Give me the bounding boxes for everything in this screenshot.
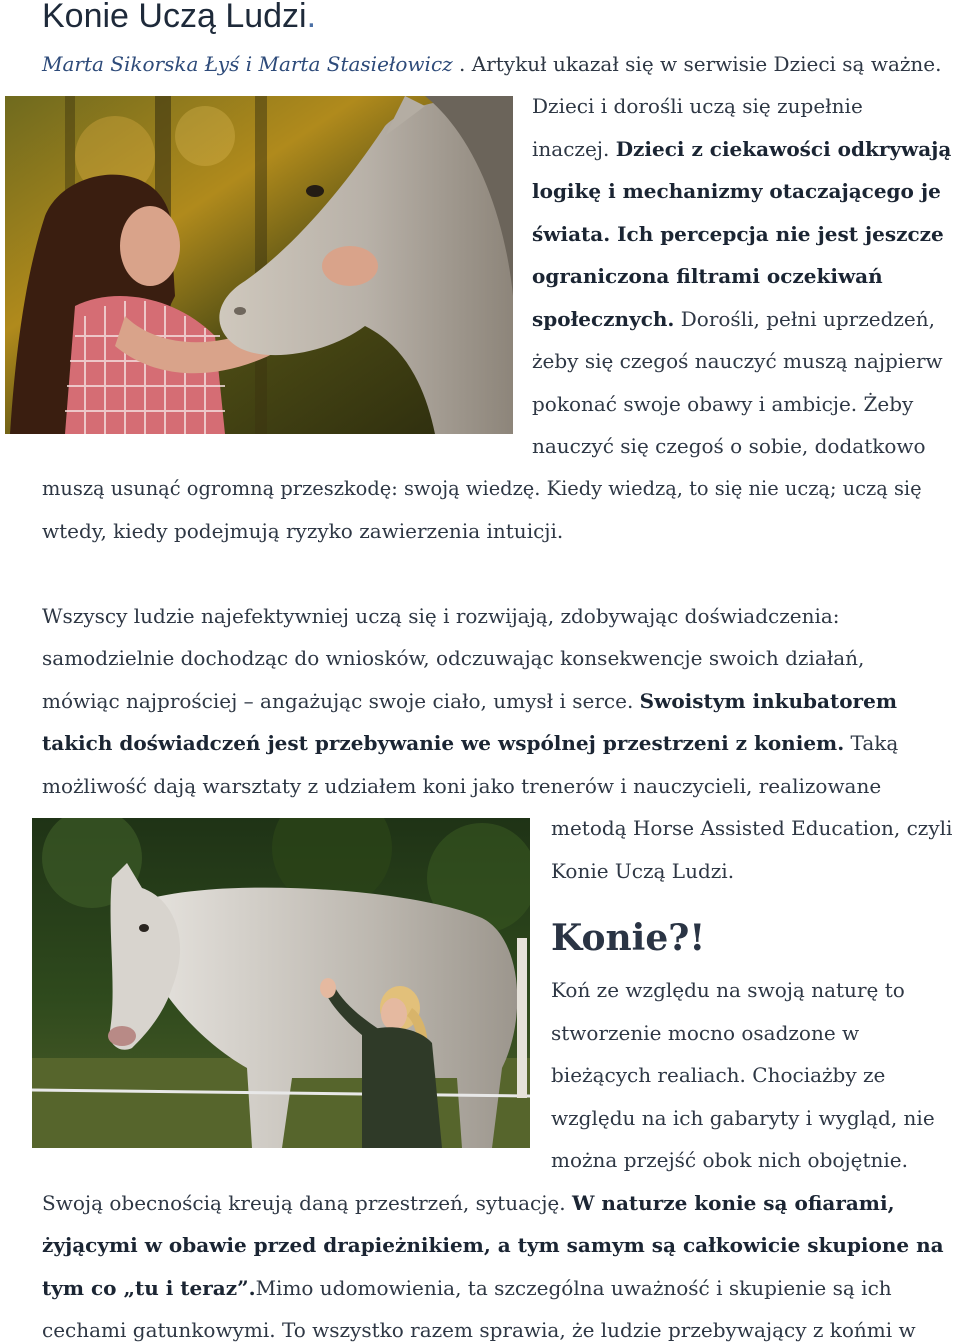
s-line-6a: Swoją obecnością kreują daną przestrzeń, sytuację. (42, 1191, 572, 1215)
p1-line-5 (532, 264, 883, 288)
s-line-6 (42, 1191, 895, 1215)
p1-line-4 (532, 222, 944, 246)
p2-line-7: Konie Uczą Ludzi. (551, 859, 735, 883)
s-line-3: bieżących realiach. Chociażby ze (551, 1063, 886, 1087)
p2-line-4a: takich doświadczeń jest przebywanie we wspólnej przestrzeni z koniem. (42, 731, 845, 755)
p1-line-3 (532, 179, 941, 203)
s-line-6b: W naturze konie są ofiarami, (571, 1191, 895, 1215)
s-line-8b: Mimo udomowienia, ta szczególna uważność i skupienie są ich (255, 1276, 892, 1300)
p2-line-4b: Taką (844, 731, 899, 755)
s-line-1: Koń ze względu na swoją naturę to (551, 978, 905, 1002)
p1-line-10: muszą usunąć ogromną przeszkodę: swoją wiedzę. Kiedy wiedzą, to się nie uczą; uczą się (42, 477, 922, 500)
p1-line-11: wtedy, kiedy podejmują ryzyko zawierzenia intuicji. (42, 519, 564, 543)
s-line-5: można przejść obok nich obojętnie. (551, 1148, 908, 1172)
p2-line-6: metodą Horse Assisted Education, czyli (551, 816, 953, 840)
byline-source: . Artykuł ukazał się w serwisie Dzieci są ważne. (452, 52, 942, 76)
p1-line-2 (532, 137, 951, 161)
s-line-8a: tym co „tu i teraz”. (42, 1276, 256, 1300)
girl-horse-illustration (5, 96, 513, 434)
p1-line-7: żeby się czegoś nauczyć muszą najpierw (532, 349, 943, 373)
photo-child-with-white-horse (32, 818, 530, 1148)
p1-line-6b: Dorośli, pełni uprzedzeń, (674, 307, 935, 331)
s-line-7 (42, 1233, 944, 1257)
s-line-2: stworzenie mocno osadzone w (551, 1021, 860, 1045)
p1-line-5-text: ograniczona filtrami oczekiwań (532, 264, 883, 288)
s-line-7-text: żyjącymi w obawie przed drapieżnikiem, a tym samym są całkowicie skupione na (42, 1233, 944, 1257)
p1-line-4-text: świata. Ich percepcja nie jest jeszcze (532, 222, 944, 246)
p2-line-2: samodzielnie dochodząc do wniosków, odczuwając konsekwencje swoich działań, (42, 646, 865, 670)
p1-line-8: pokonać swoje obawy i ambicje. Żeby (532, 392, 914, 416)
s-line-9: cechami gatunkowymi. To wszystko razem sprawia, że ludzie przebywający z końmi w (42, 1318, 916, 1342)
s-line-8 (42, 1276, 892, 1300)
s-line-4: względu na ich gabaryty i wygląd, nie (551, 1106, 935, 1130)
p1-line-9: nauczyć się czegoś o sobie, dodatkowo (532, 434, 926, 458)
p1-line-1: Dzieci i dorośli uczą się zupełnie (532, 94, 863, 118)
photo-girl-with-horse (5, 96, 513, 434)
p2-line-3a: mówiąc najprościej – angażując swoje ciało, umysł i serce. (42, 689, 640, 713)
section-heading: Konie?! (551, 917, 706, 959)
p2-line-3b: Swoistym inkubatorem (639, 689, 897, 713)
p2-line-4 (42, 731, 898, 755)
p1-line-6 (532, 307, 935, 331)
p2-line-3 (42, 689, 897, 713)
article-title (42, 0, 316, 40)
byline-authors: Marta Sikorska Łyś i Marta Stasiełowicz (42, 52, 453, 76)
p2-line-1: Wszyscy ludzie najefektywniej uczą się i rozwijają, zdobywając doświadczenia: (42, 604, 840, 628)
title-text: Konie Uczą Ludzi (42, 0, 307, 35)
p1-line-3-text: logikę i mechanizmy otaczającego je (532, 179, 941, 203)
byline (42, 52, 942, 76)
p1-line-2a: inaczej. (532, 137, 616, 161)
title-dot: . (306, 0, 317, 35)
p1-line-2b: Dzieci z ciekawości odkrywają (615, 137, 952, 161)
p2-line-5: możliwość dają warsztaty z udziałem koni jako trenerów i nauczycieli, realizowane (42, 774, 882, 798)
child-horse-illustration (32, 818, 530, 1148)
p1-line-6a: społecznych. (532, 307, 675, 331)
